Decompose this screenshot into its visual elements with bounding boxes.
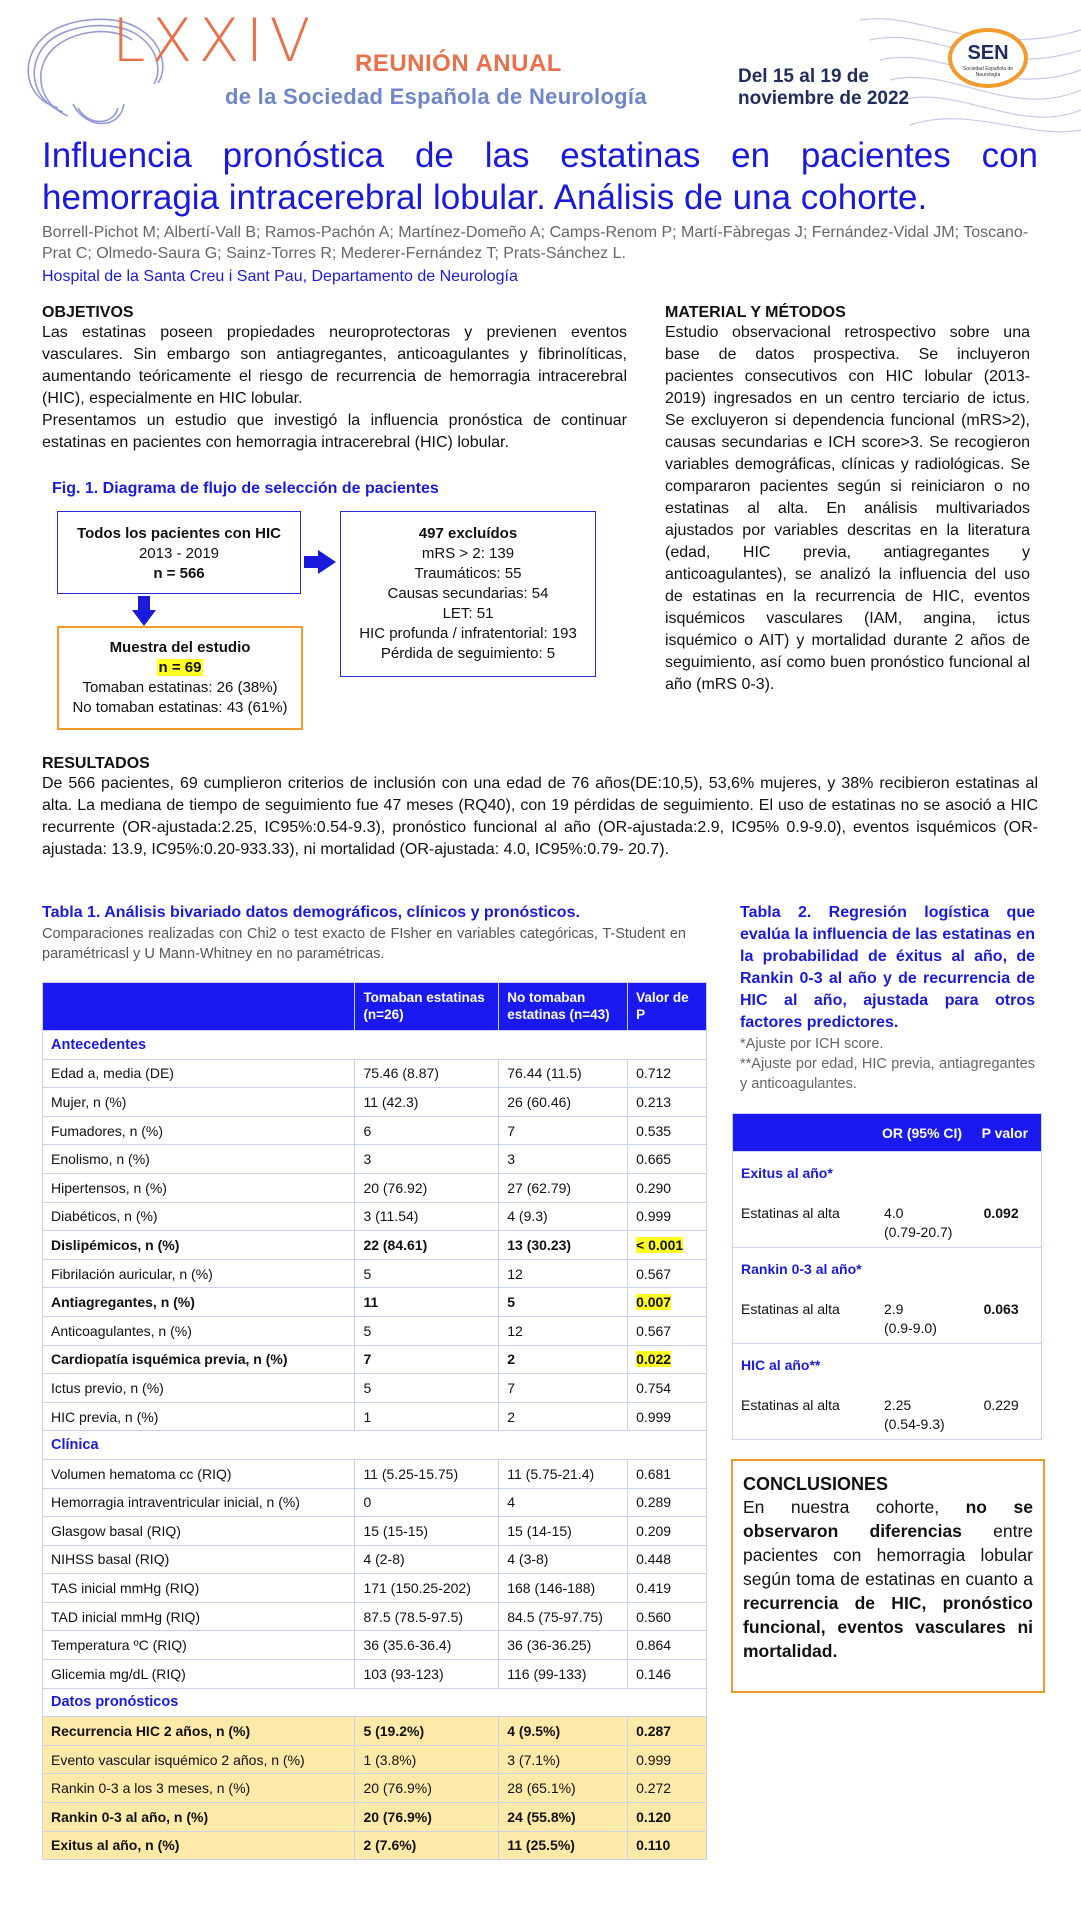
table-row [43, 1803, 707, 1832]
table1-cell: 0.120 [628, 1803, 707, 1832]
table1-cell: 0.290 [628, 1173, 707, 1202]
table2-group-row [733, 1248, 1042, 1292]
table1-cell: 0.999 [628, 1202, 707, 1231]
table-row [733, 1196, 1042, 1248]
table2-p-value: 0.092 [983, 1204, 1019, 1221]
table1-cell: 0.448 [628, 1545, 707, 1574]
table2-title: Tabla 2. Regresión logística que evalúa la influencia de las estatinas en la probabilidad de éxitus al año, de Rankin 0-3 al año y de recurrencia de HIC al año, ajustada para otros factores predictores. [740, 904, 1035, 1031]
table2-caption [740, 902, 1035, 1094]
table-row [43, 1173, 707, 1202]
table2-group-label: HIC al año** [733, 1344, 1042, 1388]
table1-cell: 2 [499, 1345, 628, 1374]
table2-header [733, 1114, 876, 1152]
table-row [43, 1345, 707, 1374]
authors: Borrell-Pichot M; Albertí-Vall B; Ramos-Pachón A; Martínez-Domeño A; Camps-Renom P; Martí-Fàbregas J; Fernández-Vidal JM; Toscano-Prat C; Olmedo-Saura G; Sainz-Torres R; Mederer-Fernández T; Prats-Sánchez L. [42, 224, 1029, 262]
table1-cell: 0.567 [628, 1259, 707, 1288]
table1-cell: 0.419 [628, 1574, 707, 1603]
table1-cell: Ictus previo, n (%) [43, 1374, 355, 1403]
table2-or [876, 1196, 976, 1248]
table1-cell: 171 (150.25-202) [355, 1574, 499, 1603]
table1-cell: Rankin 0-3 al año, n (%) [43, 1803, 355, 1832]
table-row [43, 1116, 707, 1145]
table1-cell: 116 (99-133) [499, 1660, 628, 1689]
all-patients-line-3: n = 566 [153, 565, 205, 582]
table1-cell: Mujer, n (%) [43, 1088, 355, 1117]
excluded-line: Traumáticos: 55 [414, 565, 522, 582]
edition-number: LXXIV [112, 6, 317, 76]
table1-cell: 4 (9.3) [499, 1202, 628, 1231]
table2-or-value: 4.0 [883, 1204, 904, 1221]
table1-cell: 168 (146-188) [499, 1574, 628, 1603]
table1-cell: 5 [355, 1259, 499, 1288]
table1-cell: 20 (76.9%) [355, 1774, 499, 1803]
excluded-title: 497 excluídos [418, 525, 518, 542]
table2-p-value: 0.063 [983, 1300, 1019, 1317]
table1-cell: TAD inicial mmHg (RIQ) [43, 1602, 355, 1631]
table1-cell: Anticoagulantes, n (%) [43, 1316, 355, 1345]
table1-cell: Dislipémicos, n (%) [43, 1231, 355, 1260]
dates-line-1: Del 15 al 19 de [738, 66, 869, 87]
figure-title: Fig. 1. Diagrama de flujo de selección de pacientes [52, 480, 439, 497]
sen-logo-text: SEN [967, 42, 1009, 64]
table1-cell: 15 (14-15) [499, 1517, 628, 1546]
table1-cell: 4 [499, 1488, 628, 1517]
table1-cell [628, 1345, 707, 1374]
dates-line-2: noviembre de 2022 [738, 88, 910, 109]
table1-section-label: Antecedentes [43, 1031, 707, 1060]
table1-cell: Recurrencia HIC 2 años, n (%) [43, 1717, 355, 1746]
table1-cell: Hipertensos, n (%) [43, 1173, 355, 1202]
table1-cell: 0.864 [628, 1631, 707, 1660]
sen-logo [948, 28, 1028, 88]
sample-line-2: No tomaban estatinas: 43 (61%) [72, 699, 288, 716]
table1-cell [628, 1231, 707, 1260]
table1-cell: 0.535 [628, 1116, 707, 1145]
arrow-down-icon [132, 596, 156, 626]
table1-cell: 0.560 [628, 1602, 707, 1631]
table2-note-2: **Ajuste por edad, HIC previa, antiagregantes y anticoagulantes. [740, 1056, 1035, 1092]
sample-title: Muestra del estudio [109, 639, 251, 656]
table1-cell: HIC previa, n (%) [43, 1402, 355, 1431]
table1-header [43, 983, 355, 1031]
table1-cell: 0.999 [628, 1402, 707, 1431]
table1-header: No tomaban estatinas (n=43) [499, 983, 628, 1031]
table1-cell: 0.289 [628, 1488, 707, 1517]
table2-p-value: 0.229 [983, 1396, 1019, 1413]
table2-label: Estatinas al alta [741, 1300, 840, 1317]
table1-section-row [43, 1031, 707, 1060]
table-row [43, 1602, 707, 1631]
table1 [42, 982, 707, 1860]
table-row [43, 1316, 707, 1345]
table2-label: Estatinas al alta [741, 1204, 840, 1221]
table2-header-row [733, 1114, 1042, 1152]
table1-cell: 0.272 [628, 1774, 707, 1803]
table1-section-row [43, 1688, 707, 1717]
table-row [733, 1292, 1042, 1344]
table1-cell: 5 [355, 1316, 499, 1345]
table-row [43, 1288, 707, 1317]
table1-cell: 12 [499, 1259, 628, 1288]
excluded-line: Pérdida de seguimiento: 5 [380, 645, 556, 662]
table-row [43, 1202, 707, 1231]
table1-cell: 4 (2-8) [355, 1545, 499, 1574]
resultados-text: De 566 pacientes, 69 cumplieron criterios de inclusión con una edad de 76 años(DE:10,5), 53,6% mujeres, y 38% recibieron estatinas al alta. La mediana de tiempo de seguimiento fue 47 meses (RQ40), con 19 pérdidas de seguimiento. El uso de estatinas no se asoció a HIC recurrente (OR-ajustada:2.25, IC95%:0.54-9.3), pronóstico funcional al año (OR-ajustada:2.9, IC95% 0.9-9.0), eventos isquémicos (OR-ajustada: 13.9, IC95%:0.20-933.33), ni mortalidad (OR-ajustada: 4.0, IC95%:0.79- 20.7). [42, 775, 1038, 858]
sample-n: n = 69 [158, 659, 202, 676]
objetivos-heading: OBJETIVOS [42, 304, 134, 321]
table1-cell: 0.146 [628, 1660, 707, 1689]
flow-box-sample [57, 626, 303, 730]
table1-cell: 7 [355, 1345, 499, 1374]
excluded-line: mRS > 2: 139 [421, 545, 515, 562]
table-row [43, 1545, 707, 1574]
resultados-heading: RESULTADOS [42, 755, 150, 772]
table1-cell: 36 (36-36.25) [499, 1631, 628, 1660]
table-row [43, 1402, 707, 1431]
table1-cell: 0.999 [628, 1745, 707, 1774]
table2-group-row [733, 1152, 1042, 1196]
table-row [733, 1388, 1042, 1440]
society-name: de la Sociedad Española de Neurología [225, 84, 647, 109]
table1-cell: 0.209 [628, 1517, 707, 1546]
table1-header-row [43, 983, 707, 1031]
table-row [43, 1145, 707, 1174]
table-row [43, 1231, 707, 1260]
table1-cell: Antiagregantes, n (%) [43, 1288, 355, 1317]
table-row [43, 1488, 707, 1517]
flow-box-all-patients [57, 511, 301, 594]
table1-cell: NIHSS basal (RIQ) [43, 1545, 355, 1574]
table1-cell: 4 (3-8) [499, 1545, 628, 1574]
table1-cell: 22 (84.61) [355, 1231, 499, 1260]
excluded-line: LET: 51 [442, 605, 494, 622]
table-row [43, 1631, 707, 1660]
table2-or-ci: (0.54-9.3) [883, 1415, 945, 1432]
table1-cell: 2 [499, 1402, 628, 1431]
table2-or-ci: (0.79-20.7) [883, 1223, 953, 1240]
table1-cell: 1 [355, 1402, 499, 1431]
table1-cell: 12 [499, 1316, 628, 1345]
table1-cell: Temperatura ºC (RIQ) [43, 1631, 355, 1660]
table2-or-value: 2.9 [883, 1300, 904, 1317]
table1-cell: 75.46 (8.87) [355, 1059, 499, 1088]
table1-cell: Cardiopatía isquémica previa, n (%) [43, 1345, 355, 1374]
table1-cell: 11 (25.5%) [499, 1831, 628, 1860]
table1-section-label: Clínica [43, 1431, 707, 1460]
table1-cell: 11 [355, 1288, 499, 1317]
material-text: Estudio observacional retrospectivo sobre una base de datos prospectiva. Se incluyeron pacientes consecutivos con HIC lobular (2013-2019) ingresados en un centro terciario de ictus. Se excluyeron si dependencia funcional (mRS>2), causas secundarias e ICH score>3. Se recogieron variables demográficas, clínicas y radiológicas. Se compararon pacientes según si reiniciaron o no estatinas al alta. En análisis multivariados ajustados por variables descritas en la literatura (edad, HIC previa, antiagregantes y anticoagulantes), se analizó la influencia del uso de estatinas en la recurrencia de HIC, eventos isquémicos vasculares (IAM, angina, ictus isquémico o AIT) y mortalidad durante 2 años de seguimiento, así como buen pronóstico funcional al año (mRS 0-3). [665, 324, 1030, 693]
table1-header: Tomaban estatinas (n=26) [355, 983, 499, 1031]
meeting-dates [738, 66, 909, 110]
conclusiones-bold-part: recurrencia de HIC, pronóstico funcional, eventos vasculares ni mortalidad. [743, 1593, 1033, 1661]
table1-cell: 76.44 (11.5) [499, 1059, 628, 1088]
table1-cell: Evento vascular isquémico 2 años, n (%) [43, 1745, 355, 1774]
conclusiones-heading: CONCLUSIONES [743, 1474, 889, 1494]
table1-subtitle: Comparaciones realizadas con Chi2 o test exacto de FIsher en variables categóricas, T-Student en paramétricasl y U Mann-Whitney en no paramétricas. [42, 926, 686, 962]
table1-cell: 7 [499, 1374, 628, 1403]
table1-cell: 28 (65.1%) [499, 1774, 628, 1803]
table2-group-label: Exitus al año* [733, 1152, 1042, 1196]
table2-group-row [733, 1344, 1042, 1388]
conclusiones-text-part: entre pacientes con hemorragia lobular según toma de estatinas en cuanto a [743, 1521, 1034, 1589]
meeting-label: REUNIÓN ANUAL [355, 50, 562, 77]
table1-cell: 11 (42.3) [355, 1088, 499, 1117]
table1-cell: 0 [355, 1488, 499, 1517]
table2-or-ci: (0.9-9.0) [883, 1319, 937, 1336]
table2-or [876, 1388, 976, 1440]
objetivos-paragraph-1: Las estatinas poseen propiedades neuroprotectoras y previenen eventos vasculares. Sin embargo son antiagregantes, anticoagulantes y fibrinolíticas, aumentando teóricamente el riesgo de recurrencia de hemorragia intracerebral (HIC), especialmente en HIC lobular. [42, 324, 627, 407]
table1-cell: 0.712 [628, 1059, 707, 1088]
excluded-line: Causas secundarias: 54 [387, 585, 549, 602]
table-row [43, 1259, 707, 1288]
table-row [43, 1517, 707, 1546]
table1-cell: Hemorragia intraventricular inicial, n (%) [43, 1488, 355, 1517]
resultados-section [42, 755, 1038, 861]
table1-caption [42, 902, 686, 964]
all-patients-line-2: 2013 - 2019 [138, 545, 220, 562]
material-section [665, 304, 1030, 696]
poster-header [0, 0, 1081, 135]
table1-cell: 1 (3.8%) [355, 1745, 499, 1774]
table1-cell: 20 (76.92) [355, 1173, 499, 1202]
sen-logo-subtext: Sociedad Española de Neurología [962, 66, 1014, 78]
table1-cell: Edad a, media (DE) [43, 1059, 355, 1088]
table1-cell: 20 (76.9%) [355, 1803, 499, 1832]
table1-cell: Glicemia mg/dL (RIQ) [43, 1660, 355, 1689]
table2-header: P valor [976, 1114, 1042, 1152]
conclusiones-bold-part: no se observaron diferencias [743, 1497, 1033, 1541]
table1-cell: 0.287 [628, 1717, 707, 1746]
table2-or-value: 2.25 [883, 1396, 912, 1413]
table1-cell: 5 [355, 1374, 499, 1403]
table1-cell: 0.754 [628, 1374, 707, 1403]
table1-cell: 6 [355, 1116, 499, 1145]
objetivos-section [42, 304, 627, 454]
table1-cell: 0.567 [628, 1316, 707, 1345]
table1-cell: 0.213 [628, 1088, 707, 1117]
excluded-line: HIC profunda / infratentorial: 193 [359, 625, 577, 642]
material-heading: MATERIAL Y MÉTODOS [665, 304, 846, 321]
significant-p-value: < 0.001 [636, 1236, 684, 1253]
table1-cell: Fibrilación auricular, n (%) [43, 1259, 355, 1288]
significant-p-value: 0.022 [636, 1351, 672, 1368]
table-row [43, 1088, 707, 1117]
significant-p-value: 0.007 [636, 1294, 672, 1311]
table1-cell: Enolismo, n (%) [43, 1145, 355, 1174]
table1-cell: 0.665 [628, 1145, 707, 1174]
table1-cell: 26 (60.46) [499, 1088, 628, 1117]
table1-cell: 2 (7.6%) [355, 1831, 499, 1860]
table-row [43, 1831, 707, 1860]
table-row [43, 1374, 707, 1403]
table1-cell [628, 1288, 707, 1317]
table2-group-label: Rankin 0-3 al año* [733, 1248, 1042, 1292]
conclusiones-text [743, 1495, 1033, 1663]
affiliation: Hospital de la Santa Creu i Sant Pau, Departamento de Neurología [42, 268, 518, 285]
table1-cell: 15 (15-15) [355, 1517, 499, 1546]
table1-cell: 13 (30.23) [499, 1231, 628, 1260]
table2-or [876, 1292, 976, 1344]
table1-cell: 87.5 (78.5-97.5) [355, 1602, 499, 1631]
table1-cell: 11 (5.75-21.4) [499, 1459, 628, 1488]
table1-title: Tabla 1. Análisis bivariado datos demográficos, clínicos y pronósticos. [42, 904, 580, 921]
table1-cell: Rankin 0-3 a los 3 meses, n (%) [43, 1774, 355, 1803]
table1-cell: 3 [499, 1145, 628, 1174]
table1-section-row [43, 1431, 707, 1460]
table-row [43, 1774, 707, 1803]
table1-cell: 4 (9.5%) [499, 1717, 628, 1746]
table1-cell: 3 (7.1%) [499, 1745, 628, 1774]
table2-note-1: *Ajuste por ICH score. [740, 1036, 884, 1052]
table1-cell: 3 (11.54) [355, 1202, 499, 1231]
table1-body [43, 1031, 707, 1860]
conclusiones-box [731, 1459, 1045, 1693]
table-row [43, 1059, 707, 1088]
table-row [43, 1660, 707, 1689]
table1-cell: Volumen hematoma cc (RIQ) [43, 1459, 355, 1488]
table1-cell: 11 (5.25-15.75) [355, 1459, 499, 1488]
table1-cell: 5 (19.2%) [355, 1717, 499, 1746]
table1-cell: Exitus al año, n (%) [43, 1831, 355, 1860]
conclusiones-text-part: En nuestra cohorte, [743, 1497, 966, 1517]
table1-header: Valor de P [628, 983, 707, 1031]
table-row [43, 1459, 707, 1488]
table1-cell: TAS inicial mmHg (RIQ) [43, 1574, 355, 1603]
table1-cell: 7 [499, 1116, 628, 1145]
objetivos-paragraph-2: Presentamos un estudio que investigó la influencia pronóstica de continuar estatinas en pacientes con hemorragia intracerebral (HIC) lobular. [42, 412, 627, 451]
table1-cell: 3 [355, 1145, 499, 1174]
sample-line-1: Tomaban estatinas: 26 (38%) [82, 679, 278, 696]
table1-cell: 36 (35.6-36.4) [355, 1631, 499, 1660]
table-row [43, 1717, 707, 1746]
table-row [43, 1574, 707, 1603]
table1-cell: 5 [499, 1288, 628, 1317]
table1-cell: Glasgow basal (RIQ) [43, 1517, 355, 1546]
table2-header: OR (95% CI) [876, 1114, 976, 1152]
table1-cell: Fumadores, n (%) [43, 1116, 355, 1145]
table1-cell: 27 (62.79) [499, 1173, 628, 1202]
table1-cell: 103 (93-123) [355, 1660, 499, 1689]
table2-label: Estatinas al alta [741, 1396, 840, 1413]
table1-cell: 24 (55.8%) [499, 1803, 628, 1832]
table1-cell: 0.681 [628, 1459, 707, 1488]
table-row [43, 1745, 707, 1774]
table1-cell: 84.5 (75-97.75) [499, 1602, 628, 1631]
all-patients-line-1: Todos los pacientes con HIC [77, 525, 281, 542]
flow-box-excluded [340, 511, 596, 677]
table1-cell: 0.110 [628, 1831, 707, 1860]
table2-body [733, 1152, 1042, 1440]
table1-section-label: Datos pronósticos [43, 1688, 707, 1717]
poster-title: Influencia pronóstica de las estatinas en pacientes con hemorragia intracerebral lobular. Análisis de una cohorte. [42, 136, 1038, 217]
table1-cell: Diabéticos, n (%) [43, 1202, 355, 1231]
table2 [732, 1113, 1042, 1440]
